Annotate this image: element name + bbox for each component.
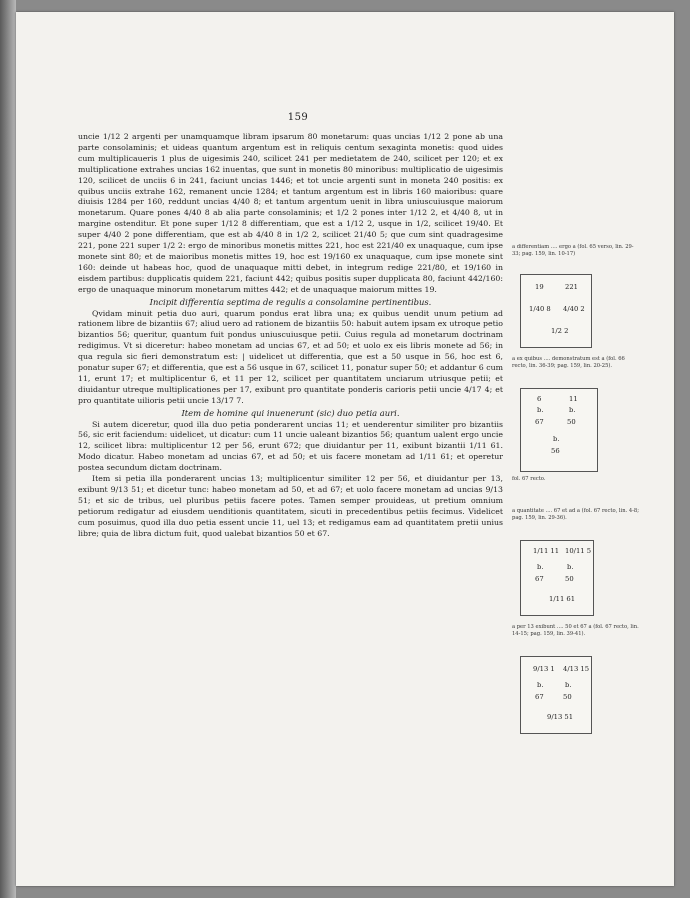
paragraph-2: Qvidam minuit petia duo auri, quarum pondus erat libra una; ex quibus uendit unum petium ad rationem libre de bizantiis 67; aliud uero ad rationem de bizantiis 50: habuit autem ipsam ex utroque petio bizantios 56; queritur, quantum fuit pondus uniuscuiusque petii. Cuius regula ad monetarum doctrinam redigimus. Vt si diceretur: habeo monetam ad uncias 67, et ad 50; et uolo ex eis libris monete ad 56; in qua regula sic fieri demonstratum est: | uidelicet ut differentia, que est a 50 usque in 56, hoc est 6, ponatur super 67; et differentia, que est a 56 usque in 67, scilicet 11, ponatur super 50; et addantur 6 cum 11, erunt 17; et multiplicentur 6, et 11 per 12, scilicet per quantitatem unciarum utriusque petii; et diuidantur utreque multiplicationes per 17, exibunt pro quantitate ponderis carioris petii uncie 4/17 4; et pro quantitate uilioris petii uncie 13/17 7. bbox=[78, 308, 503, 405]
consolamen-box-4 bbox=[520, 656, 592, 734]
box3-cell: 67 bbox=[535, 575, 544, 583]
box4-cell: 9/13 51 bbox=[547, 713, 574, 721]
box4-cell: 50 bbox=[563, 693, 572, 701]
box2-cell: 11 bbox=[569, 395, 578, 403]
box3-cell: 1/11 61 bbox=[549, 595, 576, 603]
box2-cell: 56 bbox=[551, 447, 560, 455]
box1-cell: 4/40 2 bbox=[563, 305, 585, 313]
box4-cell: b. bbox=[537, 681, 544, 689]
box2-cell: b. bbox=[553, 435, 560, 443]
box3-cell: b. bbox=[567, 563, 574, 571]
margin-note-5: a per 13 exibunt .... 50 et 67 a (fol. 67 recto, lin. 14-15; pag. 159, lin. 39-41). bbox=[512, 624, 639, 637]
box1-cell: 1/40 8 bbox=[529, 305, 551, 313]
box2-cell: 67 bbox=[535, 418, 544, 426]
box3-cell: 10/11 5 bbox=[565, 547, 592, 555]
box1-cell: 221 bbox=[565, 283, 578, 291]
margin-note-1: a differentiam .... ergo a (fol. 65 verso, lin. 29-33; pag. 159, lin. 10-17) bbox=[512, 244, 634, 257]
box1-cell: 19 bbox=[535, 283, 544, 291]
book-page bbox=[16, 12, 674, 886]
margin-note-4: a quantitate .... 67 et ad a (fol. 67 recto, lin. 4-8; pag. 159, lin. 29-36). bbox=[512, 508, 639, 521]
page-number: 159 bbox=[287, 112, 309, 123]
box1-cell: 1/2 2 bbox=[551, 327, 569, 335]
box4-cell: 9/13 1 bbox=[533, 665, 555, 673]
main-text bbox=[78, 132, 503, 540]
box4-cell: 4/13 15 bbox=[563, 665, 590, 673]
margin-note-3: fol. 67 recto. bbox=[512, 476, 546, 482]
paragraph-1: uncie 1/12 2 argenti per unamquamque libram ipsarum 80 monetarum: quas uncias 1/12 2 pone ab una parte consolaminis; et uideas quantum argentum est in reliquis centum sexaginta monetis: quod uides cum multiplicaueris 1 plus de uigesimis 240, scilicet 241 per medietatem de 240, scilicet per 120; et ex multiplicatione extrahes uncias 162 inuentas, que sunt in monetis 80 minoribus: multiplicatio de uigesimis 120, scilicet de unciis 6 in 241, faciunt uncias 1446; et tot uncie argenti sunt in moneta 240 positis: ex quibus unciis extrahe 162, remanent uncie 1284; et tantum argentum est in libris 160 maioribus: quare diuisis 1284 per 160, reddunt uncias 4/40 8; et tantum argentum uenit in libra uniuscuiusque maiorum monetarum. Quare pones 4/40 8 ab alia parte consolaminis; et 1/2 2 pones inter 1/12 2, et 4/40 8, ut in margine ostenditur. Et pone super 1/12 8 differentiam, que est a 1/12 2, usque in 1/2, scilicet 19/40. Et super 4/40 2 pone differentiam, que est ab 4/40 8 in 1/2 2, scilicet 21/40 5; que cum sint quadragesime 221, pone 221 super 1/2 2: ergo de minoribus monetis mittes 221, hoc est 221/40 ex unaquaque, cum ipse monete sint 80; et de maioribus monetis mittes 19, hoc est 19/160 ex unaquaque, cum ipse monete sint 160: deinde ut habeas hoc, quod de unaquaque mitti debet, in integrum redige 221/80, et 19/160 in eisdem partibus: dupplicatis quidem 221, faciunt 442; quibus positis super dupplicata 80, faciunt 442/160: ergo de unaquaque minorum monetarum mittes 442; et de unaquaque maiorum mittes 19. bbox=[78, 132, 503, 294]
box4-cell: 67 bbox=[535, 693, 544, 701]
section-heading-1: Incipit differentia septima de regulis a consolamine pertinentibus. bbox=[149, 296, 432, 307]
book-spine-shadow bbox=[0, 0, 16, 898]
consolamen-box-1 bbox=[520, 274, 592, 348]
consolamen-box-3 bbox=[520, 540, 594, 616]
box3-cell: b. bbox=[537, 563, 544, 571]
margin-note-2: a ex quibus .... demonstratum est a (fol. 66 recto, lin. 36-39; pag. 159, lin. 20-25). bbox=[512, 356, 625, 369]
box3-cell: 1/11 11 bbox=[533, 547, 560, 555]
section-heading-2: Item de homine qui inuenerunt (sic) duo petia auri. bbox=[181, 407, 400, 418]
consolamen-box-2 bbox=[520, 388, 598, 472]
paragraph-3: Si autem diceretur, quod illa duo petia ponderarent uncias 11; et uenderentur similiter pro bizantiis 56, sic erit faciendum: uidelicet, ut dicatur: cum 11 uncie ualeant bizantios 56; quantum ualent ergo uncie 12, scilicet libra: multiplicentur 12 per 56, erunt 672; que diuidantur per 11, exibunt bizantii 1/11 61. Modo dicatur. Habeo monetam ad uncias 67, et ad 50; et uis facere monetam ad 1/11 61; et operetur postea secundum dictam doctrinam. bbox=[78, 419, 503, 473]
box4-cell: b. bbox=[565, 681, 572, 689]
paragraph-4: Item si petia illa ponderarent uncias 13; multiplicentur similiter 12 per 56, et diuidantur per 13, exibunt 9/13 51; et dicetur tunc: habeo monetam ad 50, et ad 67; et uolo facere monetam ad uncias 9/13 51; et sic de tribus, uel pluribus petiis facere potes. Tamen semper prouideas, ut pretium omnium petiorum redigatur ad eiusdem uenditionis quantitatem, sicuti in precedentibus petiis fecimus. Videlicet cum posuimus, quod illa duo petia essent uncie 11, uel 13; et redigamus eam ad quantitatem pretii unius libre; quia de libra dictum fuit, quod ualebat bizantios 50 et 67. bbox=[78, 474, 503, 538]
box2-cell: 6 bbox=[537, 395, 542, 403]
box3-cell: 50 bbox=[565, 575, 574, 583]
box2-cell: 50 bbox=[567, 418, 576, 426]
box2-cell: b. bbox=[569, 406, 576, 414]
box2-cell: b. bbox=[537, 406, 544, 414]
